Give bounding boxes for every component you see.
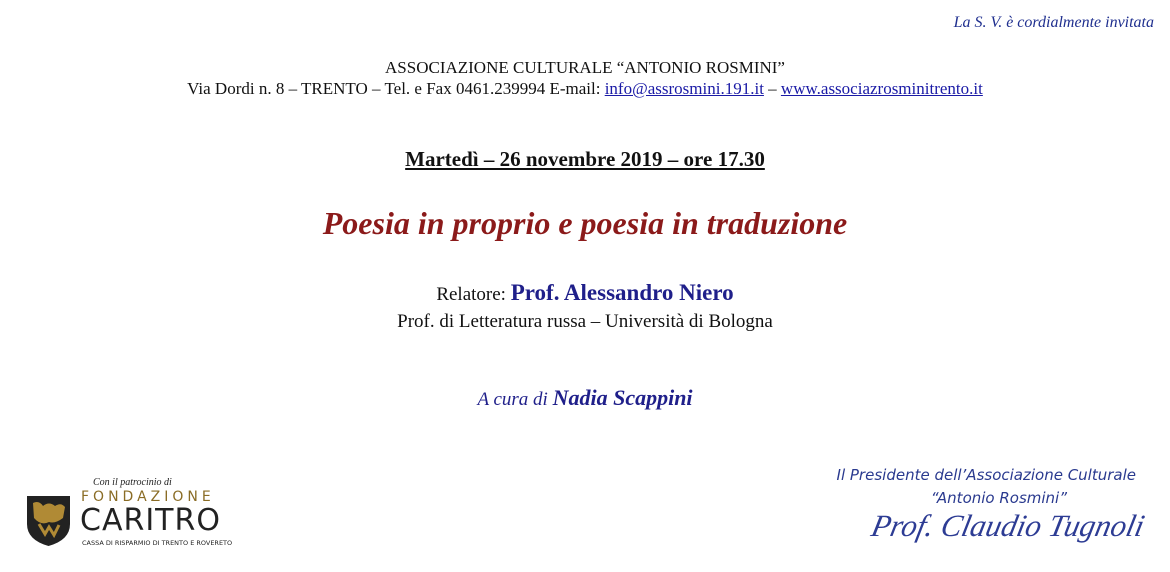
contact-separator: – [763, 79, 781, 98]
patronage-text: Con il patrocinio di [93, 477, 172, 488]
speaker-role: Prof. di Letteratura russa – Università di Bologna [397, 311, 773, 332]
curator-line [0, 385, 1170, 411]
association-name: ASSOCIAZIONE CULTURALE “ANTONIO ROSMINI” [385, 58, 785, 77]
event-title: Poesia in proprio e poesia in traduzione [322, 205, 848, 241]
curator-label: A cura di [477, 389, 553, 410]
sponsor-line3: CASSA DI RISPARMIO DI TRENTO E ROVERETO [82, 539, 233, 547]
email-link[interactable]: info@assrosmini.191.it [604, 79, 764, 98]
speaker-label: Relatore: [436, 284, 511, 305]
sponsor-line2: CARITRO [80, 503, 221, 538]
president-signature: Prof. Claudio Tugnoli [868, 508, 1148, 543]
website-link[interactable]: www.associazrosminitrento.it [780, 79, 983, 98]
president-title-line2: “Antonio Rosmini” [930, 489, 1067, 507]
speaker-line [0, 280, 1170, 306]
invitation-text: La S. V. è cordialmente invitata [953, 14, 1154, 31]
speaker-name: Prof. Alessandro Niero [510, 280, 734, 305]
president-title-line1: Il Presidente dell’Associazione Culturale [836, 466, 1136, 484]
event-date-line [0, 147, 1170, 172]
association-contact [0, 79, 1170, 99]
event-date: Martedì – 26 novembre 2019 – ore 17.30 [405, 147, 765, 171]
caritro-shield-icon [25, 494, 72, 547]
curator-name: Nadia Scappini [552, 385, 693, 410]
address-text: Via Dordi n. 8 – TRENTO – Tel. e Fax 0461.239994 E-mail: [187, 79, 605, 98]
sponsor-line1: FONDAZIONE [81, 489, 215, 505]
